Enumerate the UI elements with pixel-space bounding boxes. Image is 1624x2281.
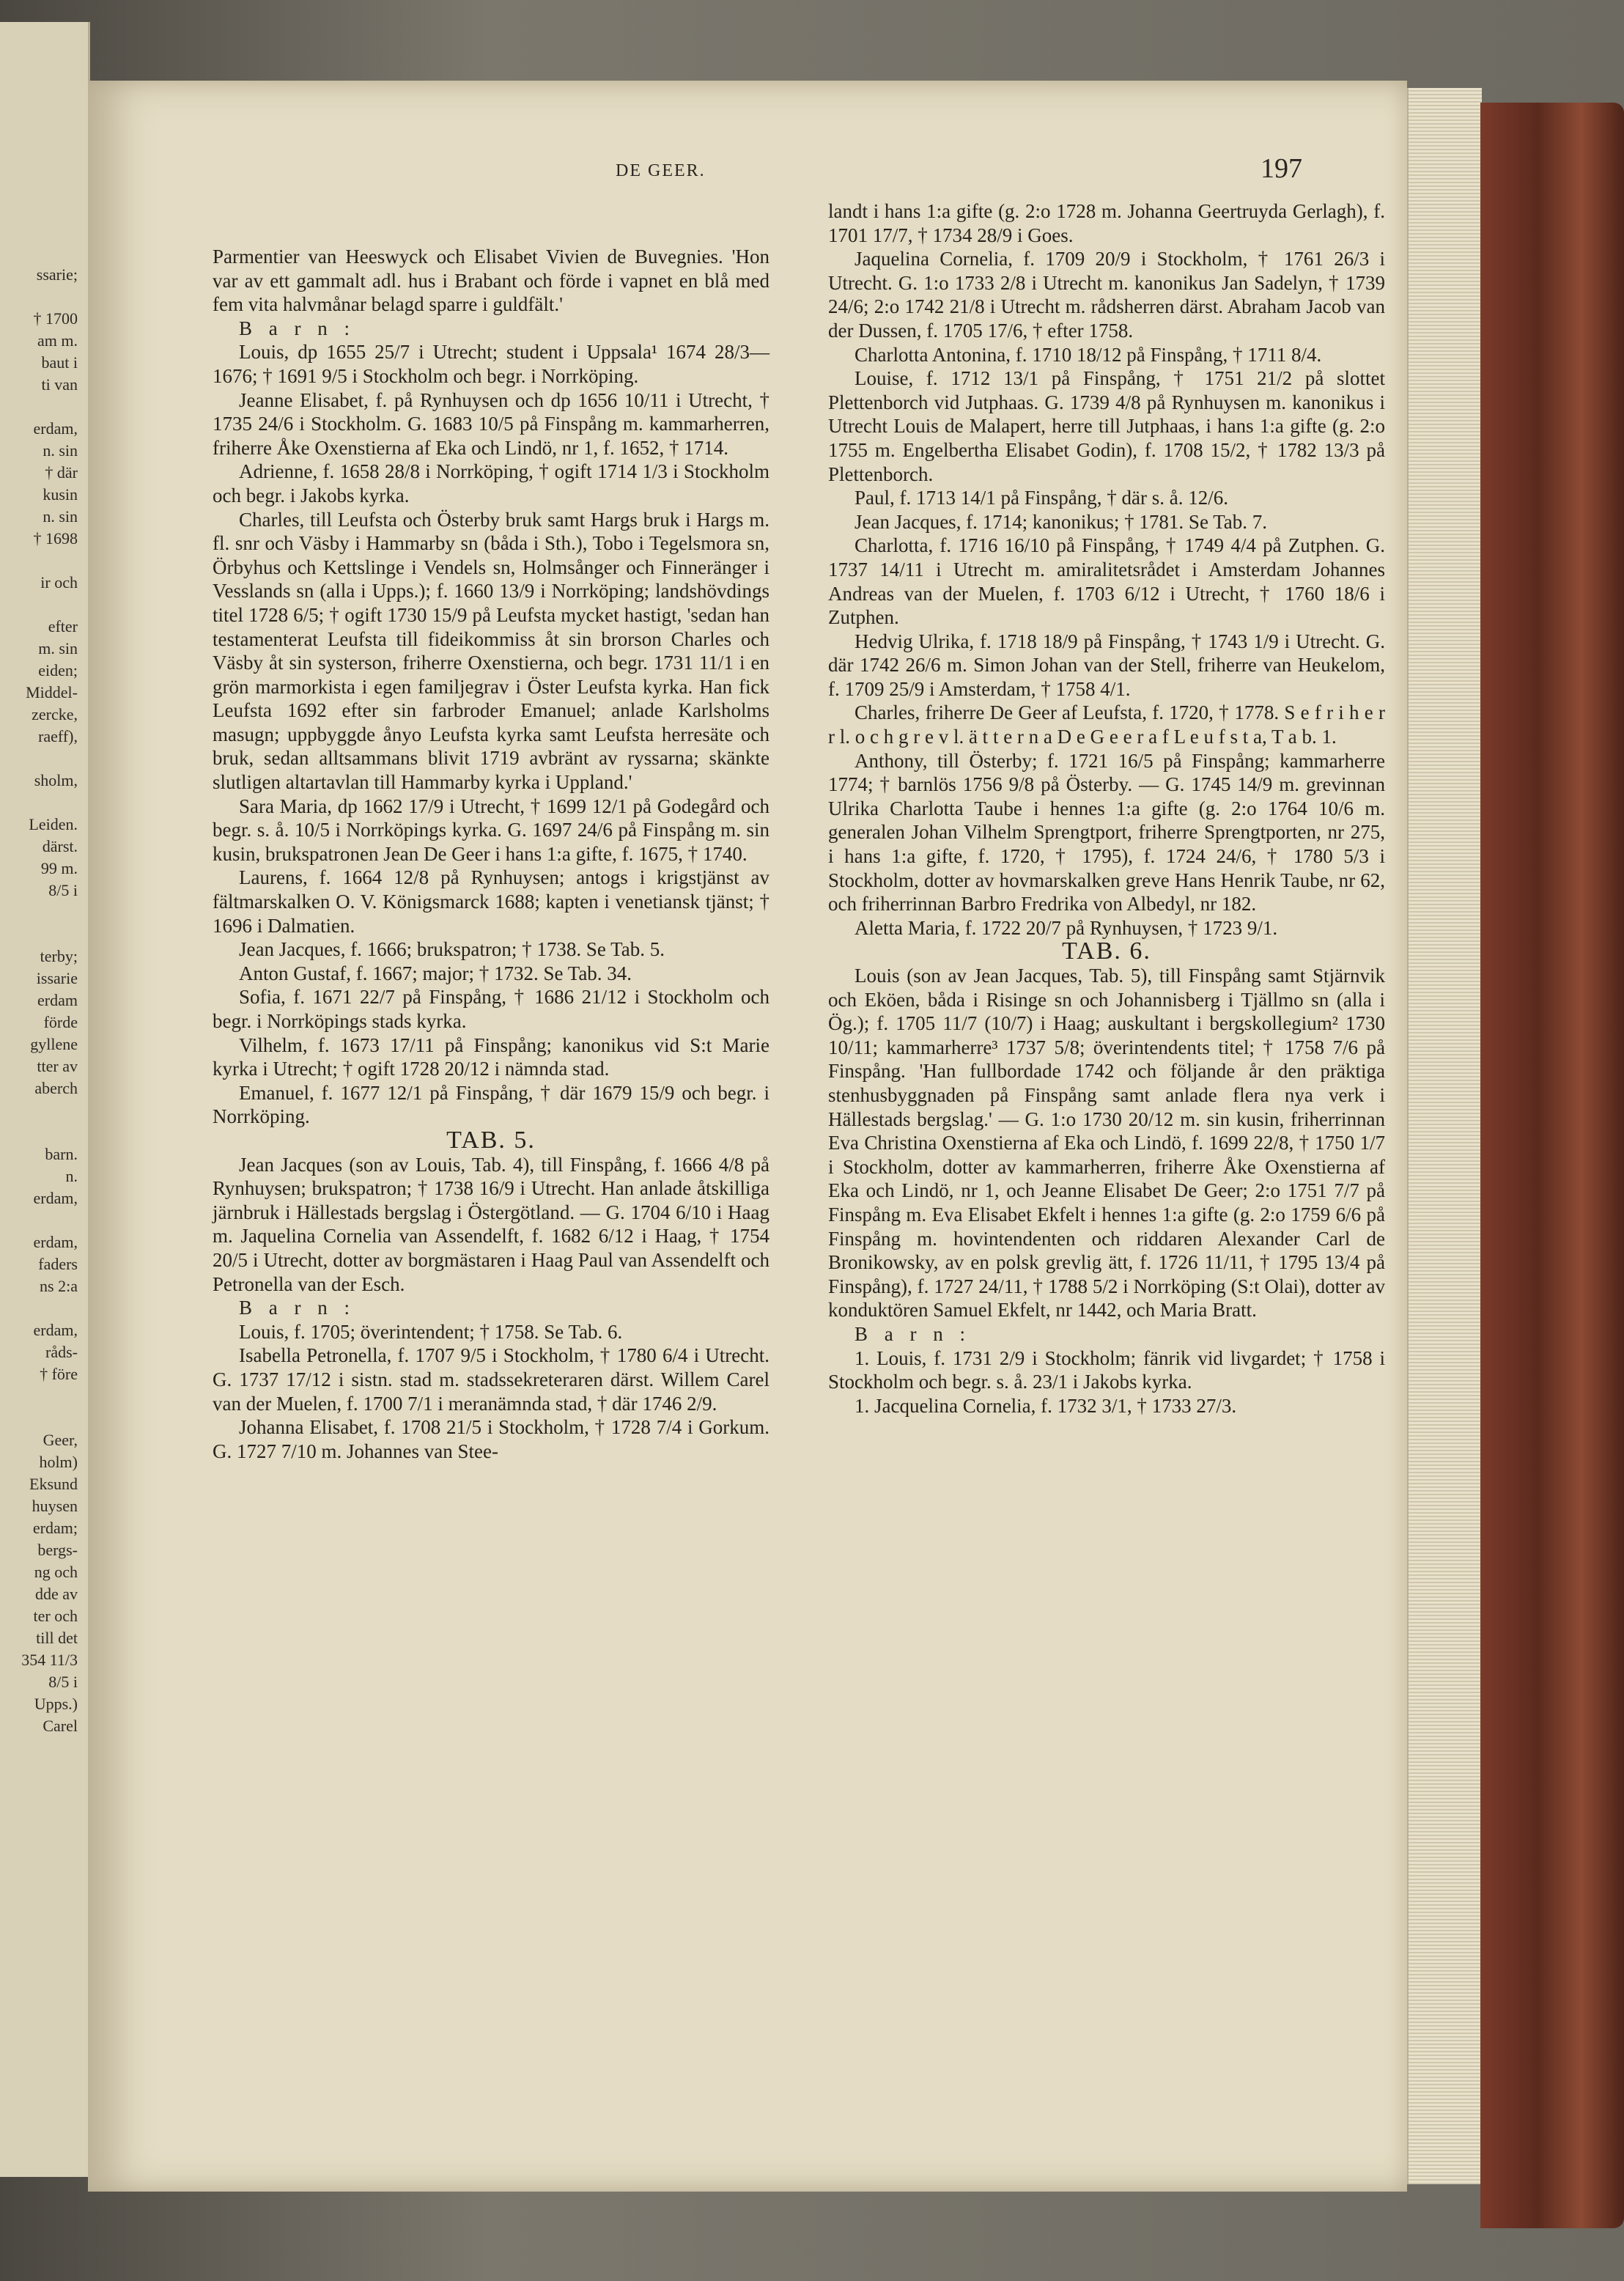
left-page-fragment: förde <box>43 1013 78 1031</box>
left-page-fragment <box>3 924 84 946</box>
left-page-fragment <box>3 1385 84 1407</box>
entry-aletta-maria: Aletta Maria, f. 1722 20/7 på Rynhuysen, † 1723 9/1. <box>855 916 1278 939</box>
paragraph: landt i hans 1:a gifte (g. 2:o 1728 m. Johanna Geertruyda Gerlagh), f. 1701 17/7, † 1734 28/9 i Goes. <box>828 200 1385 246</box>
left-page-fragment: † 1698 <box>33 529 78 548</box>
entry-louis: Louis, dp 1655 25/7 i Utrecht; student i Uppsala¹ 1674 28/3—1676; † 1691 9/5 i Stockholm och begr. i Norrköping. <box>213 341 769 387</box>
tab-6-heading: TAB. 6. <box>1062 937 1151 965</box>
left-page-fragment: Upps.) <box>34 1695 78 1713</box>
right-column <box>828 199 1385 1418</box>
left-page-fragment: ng och <box>34 1563 78 1581</box>
left-page-fragment: erdam, <box>33 1321 78 1339</box>
left-page-fragment: kusin <box>43 485 78 504</box>
paragraph: Parmentier van Heeswyck och Elisabet Vivien de Buvegnies. 'Hon var av ett gammalt adl. hus i Brabant och förde i vapnet en blå med fem vita halvmånar belagd sparre i guldfält.' <box>213 246 769 316</box>
left-page-fragment: Geer, <box>43 1431 78 1449</box>
page-number: 197 <box>1261 153 1302 184</box>
entry-jean-jacques-1714: Jean Jacques, f. 1714; kanonikus; † 1781. Se Tab. 7. <box>855 510 1268 533</box>
page-block-edge <box>1407 88 1482 2184</box>
left-page-fragment: † 1700 <box>33 309 78 328</box>
left-page-fragment <box>3 594 84 616</box>
entry-louis-1731: 1. Louis, f. 1731 2/9 i Stockholm; fänrik vid livgardet; † 1758 i Stockholm och begr. s. å. 23/1 i Jakobs kyrka. <box>828 1346 1385 1393</box>
left-page-fragment <box>3 748 84 770</box>
entry-charlotta: Charlotta, f. 1716 16/10 på Finspång, † 1749 4/4 på Zutphen. G. 1737 14/11 i Utrecht m. amiralitetsrådet i Amsterdam Johannes Andreas van der Muelen, f. 1703 6/12 i Utrecht, † 1760 18/6 i Zutphen. <box>828 534 1385 629</box>
left-page-fragment <box>3 1099 84 1121</box>
left-page-fragment: ter och <box>33 1607 78 1625</box>
left-page-fragment: m. sin <box>38 639 78 657</box>
entry-anton-gustaf: Anton Gustaf, f. 1667; major; † 1732. Se Tab. 34. <box>239 962 632 984</box>
left-column <box>213 245 769 1463</box>
left-page-fragment: 8/5 i <box>48 1673 78 1691</box>
tab-6-intro: Louis (son av Jean Jacques, Tab. 5), till Finspång samt Stjärnvik och Eköen, båda i Risinge sn och Johannisberg i Tjällmo sn (alla i Ög.); f. 1705 11/7 (10/7) i Haag; auskultant i bergskollegium² 1730 10/11; kammarherre³ 1737 5/8; överintendents titel; † 1758 7/6 på Finspång. 'Han fullbordade 1742 och följande år den präktiga stenhusbyggnaden på Finspång samt anlade flera nya verk i Hällestads bergslag.' — G. 1:o 1730 20/12 m. sin kusin, friherrinnan Eva Christina Oxenstierna af Eka och Lindö, f. 1699 22/8, † 1750 1/7 i Stockholm, dotter av kammarherren, friherre Åke Oxenstierna af Eka och Lindö, nr 1, och Jeanne Elisabet De Geer; 2:o 1751 7/7 på Finspång m. Eva Elisabet Ekfelt i hennes 1:a gifte (g. 2:o 1759 6/6 på Finspång m. hovintendenten och riddaren Alexander Carl de Bronikowsky, av en polsk grevlig ätt, f. 1726 11/11, † 1795 13/4 på Finspång), f. 1727 24/11, † 1788 5/2 i Norrköping (S:t Olai), dotter av konduktören Samuel Ekfelt, nr 1442, och Maria Bratt. <box>828 965 1385 1322</box>
entry-jacquelina-cornelia-1732: 1. Jacquelina Cornelia, f. 1732 3/1, † 1733 27/3. <box>855 1394 1237 1417</box>
entry-adrienne: Adrienne, f. 1658 28/8 i Norrköping, † ogift 1714 1/3 i Stockholm och begr. i Jakobs kyrka. <box>213 460 769 506</box>
entry-vilhelm: Vilhelm, f. 1673 17/11 på Finspång; kanonikus vid S:t Marie kyrka i Utrecht; † ogift 1728 20/12 i nämnda stad. <box>213 1033 769 1080</box>
entry-sara-maria: Sara Maria, dp 1662 17/9 i Utrecht, † 1699 12/1 på Godegård och begr. s. å. 10/5 i Norrköpings kyrka. G. 1697 24/6 på Finspång m. sin kusin, brukspatronen Jean De Geer i hans 1:a gifte, f. 1675, † 1740. <box>213 795 769 865</box>
left-page-fragment: † före <box>40 1365 78 1383</box>
children-heading: B a r n : <box>855 1322 971 1345</box>
left-page-fragment <box>3 1297 84 1319</box>
left-page-fragment: erdam; <box>32 1519 78 1537</box>
tab-5-heading: TAB. 5. <box>446 1126 536 1154</box>
left-page-fragment: ir och <box>40 573 78 592</box>
entry-johanna-elisabet: Johanna Elisabet, f. 1708 21/5 i Stockholm, † 1728 7/4 i Gorkum. G. 1727 7/10 m. Johannes van Stee- <box>213 1416 769 1462</box>
left-page-fragment: råds- <box>45 1343 78 1361</box>
entry-laurens: Laurens, f. 1664 12/8 på Rynhuysen; antogs i krigstjänst av fältmarskalken O. V. Königsmarck 1688; kapten i venetiansk tjänst; † 1696 i Dalmatien. <box>213 866 769 937</box>
entry-jean-jacques: Jean Jacques, f. 1666; brukspatron; † 1738. Se Tab. 5. <box>239 938 665 961</box>
entry-charles: Charles, till Leufsta och Österby bruk samt Hargs bruk i Hargs m. fl. snr och Väsby i Hammarby sn (båda i Sth.), Tobo i Tegelsmora sn, Örbyhus och Kettslinge i Vendels sn, Holmsånger och Finneränger i Vesslands sn (alla i Upps.); f. 1660 13/9 i Norrköping; landshövdings titel 1728 6/5; † ogift 1730 15/9 på Leufsta mycket hastigt, 'sedan han testamenterat Leufsta till fideikommiss åt sin brorson Charles och Väsby åt sin systerson, friherre Oxenstierna, och begr. 1731 11/1 i en grön marmorkista i egen familjegrav i Öster Leufsta kyrka. Han fick Leufsta 1692 efter sin farbroder Emanuel; anlade Karlsholms masugn; uppbyggde ånyo Leufsta kyrka samt Leufsta herresäte och bruk, sedan alltsammans blivit 1719 avbränt av ryssarna; skänkte slutligen altartavlan till Hammarby kyrka i Uppland.' <box>213 508 769 794</box>
left-page-fragment: faders <box>38 1255 78 1273</box>
left-page-fragment: Eksund <box>29 1475 78 1493</box>
left-page-fragment: sholm, <box>34 771 78 789</box>
left-page-fragment: issarie <box>36 969 78 987</box>
left-page-text-fragments <box>3 264 84 1737</box>
entry-sofia: Sofia, f. 1671 22/7 på Finspång, † 1686 21/12 i Stockholm och begr. i Norrköpings stads kyrka. <box>213 986 769 1032</box>
entry-jaquelina-cornelia: Jaquelina Cornelia, f. 1709 20/9 i Stockholm, † 1761 26/3 i Utrecht. G. 1:o 1733 2/8 i Utrecht m. kanonikus Jan Sadelyn, † 1739 24/6; 2:o 1742 21/8 i Utrecht m. rådsherren därst. Abraham Jacob van der Dussen, f. 1705 17/6, † efter 1758. <box>828 248 1385 342</box>
entry-jeanne-elisabet: Jeanne Elisabet, f. på Rynhuysen och dp 1656 10/11 i Utrecht, † 1735 24/6 i Stockholm. G. 1683 10/5 på Finspång m. kammarherren, friherre Åke Oxenstierna af Eka och Lindö, nr 1, f. 1652, † 1714. <box>213 388 769 459</box>
entry-emanuel: Emanuel, f. 1677 12/1 på Finspång, † där 1679 15/9 och begr. i Norrköping. <box>213 1081 769 1128</box>
left-page-fragment: zercke, <box>32 705 78 723</box>
left-page-fragment: baut i <box>41 353 78 372</box>
left-page-fragment: Carel <box>43 1717 78 1735</box>
left-page-fragment: därst. <box>42 837 78 855</box>
left-page-fragment: Middel- <box>26 683 78 701</box>
entry-charlotta-antonina: Charlotta Antonina, f. 1710 18/12 på Finspång, † 1711 8/4. <box>855 343 1322 366</box>
left-page-fragment: erdam <box>37 991 78 1009</box>
entry-louise: Louise, f. 1712 13/1 på Finspång, † 1751 21/2 på slottet Plettenborch vid Jutphaas. G. 1739 4/8 på Rynhuysen m. kanonikus i Utrecht Louis de Malapert, herre till Jutphaas, i hans 1:a gifte (g. 2:o 1755 m. Engelbertha Elisabet Godin), f. 1708 15/2, † 1782 13/3 på Plettenborch. <box>828 367 1385 485</box>
left-page-fragment: ti van <box>41 375 78 394</box>
left-page-fragment <box>3 550 84 572</box>
children-heading: B a r n : <box>239 1297 355 1319</box>
left-page-fragment: 354 11/3 <box>21 1651 78 1669</box>
left-page-fragment <box>3 1121 84 1143</box>
children-heading: B a r n : <box>239 317 355 339</box>
left-page-fragment: terby; <box>40 947 78 965</box>
left-page-fragment <box>3 286 84 308</box>
left-page-fragment <box>3 1209 84 1231</box>
left-page-fragment <box>3 1407 84 1429</box>
tab-5-intro: Jean Jacques (son av Louis, Tab. 4), till Finspång, f. 1666 4/8 på Rynhuysen; brukspatron; † 1738 16/9 i Utrecht. Han anlade åtskilliga järnbruk i Hällestads bergslag i Östergötland. — G. 1704 6/10 i Haag m. Jaquelina Cornelia van Assendelft, f. 1682 6/12 i Haag, † 1754 20/5 i Utrecht, dotter av borgmästaren i Haag Paul van Assendelft och Petronella van der Esch. <box>213 1153 769 1295</box>
left-page-fragment: efter <box>48 617 78 635</box>
entry-isabella-petronella: Isabella Petronella, f. 1707 9/5 i Stockholm, † 1780 6/4 i Utrecht. G. 1737 17/12 i sistn. stad m. stadssekreteraren därst. Willem Carel van der Muelen, f. 1700 7/1 i meranämnda stad, † där 1746 2/9. <box>213 1344 769 1415</box>
left-page-fragment: erdam, <box>33 419 78 438</box>
left-page-fragment: dde av <box>34 1585 78 1603</box>
left-page-fragment: gyllene <box>30 1035 78 1053</box>
left-page-fragment: ns 2:a <box>40 1277 78 1295</box>
left-page-fragment <box>3 902 84 924</box>
left-page-fragment: † där <box>45 463 78 482</box>
left-page-fragment: bergs- <box>37 1541 78 1559</box>
left-page-fragment: tter av <box>37 1057 78 1075</box>
left-page-fragment: am m. <box>37 331 78 350</box>
left-page-fragment <box>3 792 84 814</box>
entry-charles-friherre: Charles, friherre De Geer af Leufsta, f. 1720, † 1778. S e f r i h e r r l. o c h g r e v l. ä t t e r n a D e G e e r a f L e u f s t a, T a b. 1. <box>828 701 1385 748</box>
left-page-fragment: till det <box>36 1629 78 1647</box>
left-page-fragment: huysen <box>32 1497 78 1515</box>
book-cover <box>1480 103 1624 2228</box>
left-page-fragment: 99 m. <box>40 859 78 877</box>
left-page-fragment: erdam, <box>33 1233 78 1251</box>
left-page-fragment: n. sin <box>43 441 78 460</box>
left-page-edge <box>0 22 90 2177</box>
left-page-fragment: Leiden. <box>29 815 78 833</box>
entry-paul: Paul, f. 1713 14/1 på Finspång, † där s. å. 12/6. <box>855 487 1228 509</box>
entry-anthony: Anthony, till Österby; f. 1721 16/5 på Finspång; kammarherre 1774; † barnlös 1756 9/8 på Österby. — G. 1745 14/9 m. grevinnan Ulrika Charlotta Taube i hennes 1:a gifte (g. 2:o 1764 10/6 m. generalen Johan Vilhelm Sprengtport, friherre Sprengtporten, nr 275, i hans 1:a gifte, f. 1720, † 1795), f. 1724 24/6, † 1780 5/3 i Stockholm, dotter av hovmarskalken greve Hans Henrik Taube, nr 62, och friherrinnan Barbro Fredrika von Albedyl, nr 182. <box>828 749 1385 915</box>
left-page-fragment: erdam, <box>33 1189 78 1207</box>
left-page-fragment: eiden; <box>38 661 78 679</box>
left-page-fragment: raeff), <box>38 727 78 745</box>
left-page-fragment: ssarie; <box>36 265 78 284</box>
entry-louis-1705: Louis, f. 1705; överintendent; † 1758. Se Tab. 6. <box>239 1320 623 1343</box>
left-page-fragment: holm) <box>39 1453 78 1471</box>
left-page-fragment: aberch <box>34 1079 78 1097</box>
left-page-fragment: n. <box>65 1167 78 1185</box>
left-page-fragment: barn. <box>45 1145 78 1163</box>
entry-hedvig-ulrika: Hedvig Ulrika, f. 1718 18/9 på Finspång, † 1743 1/9 i Utrecht. G. där 1742 26/6 m. Simon Johan van der Stell, friherre van Heukelom, f. 1709 25/9 i Amsterdam, † 1758 4/1. <box>828 630 1385 700</box>
left-page-fragment: 8/5 i <box>48 881 78 899</box>
left-page-fragment: n. sin <box>43 507 78 526</box>
running-title: DE GEER. <box>616 161 706 180</box>
left-page-fragment <box>3 396 84 418</box>
